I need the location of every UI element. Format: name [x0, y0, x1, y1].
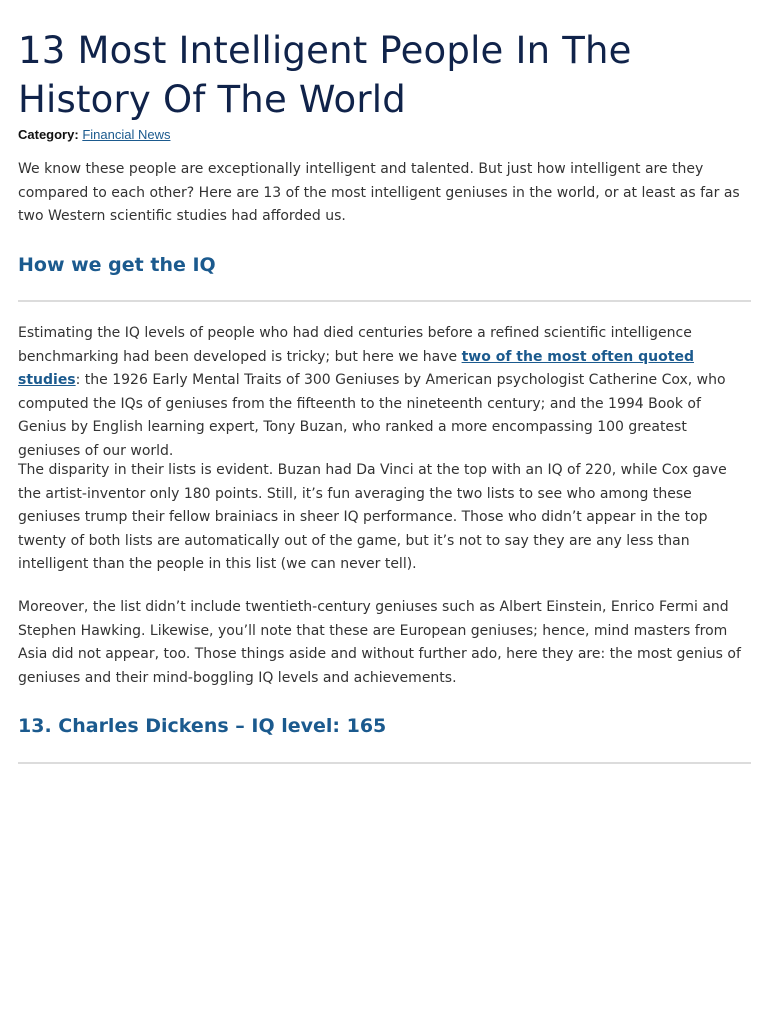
category-link[interactable]: Financial News: [82, 127, 171, 142]
section-heading-charles-dickens: 13. Charles Dickens – IQ level: 165: [18, 715, 387, 737]
page-title: 13 Most Intelligent People In The History Of The World: [18, 29, 632, 121]
category-line: [18, 126, 170, 144]
paragraph-disparity: The disparity in their lists is evident. Buzan had Da Vinci at the top with an IQ of 220, while Cox gave the artist-inventor only 180 points. Still, it’s fun averaging the two lists to see who among these geniuses trump their fellow brainiacs in sheer IQ performance. Those who didn’t appear in the top twenty of both lists are automatically out of the game, but it’s not to say they are any less than intelligent than the people in this list (we can never tell).: [18, 462, 727, 573]
intro-paragraph: We know these people are exceptionally intelligent and talented. But just how intelligent are they compared to each other? Here are 13 of the most intelligent geniuses in the world, or at least as far as two Western scientific studies had afforded us.: [18, 161, 740, 225]
section-divider: [18, 300, 751, 302]
paragraph-moreover: Moreover, the list didn’t include twentieth-century geniuses such as Albert Einstein, Enrico Fermi and Stephen Hawking. Likewise, you’ll note that these are European geniuses; hence, mind masters from Asia did not appear, too. Those things aside and without further ado, here they are: the most genius of geniuses and their mind-boggling IQ levels and achievements.: [18, 599, 741, 686]
category-label: Category:: [18, 127, 79, 142]
paragraph-text: Estimating the IQ levels of people who had died centuries before a refined scientific intelligence benchmarking had been developed is tricky; but here we have: [18, 325, 692, 365]
studies-link[interactable]: two of the most often quoted studies: [18, 348, 694, 389]
paragraph-estimating-iq: [18, 322, 753, 464]
section-heading-how-we-get-iq: How we get the IQ: [18, 254, 216, 276]
paragraph-text: : the 1926 Early Mental Traits of 300 Geniuses by American psychologist Catherine Cox, who computed the IQs of geniuses from the fifteenth to the nineteenth century; and the 1994 Book of Genius by English learning expert, Tony Buzan, who ranked a more encompassing 100 greatest geniuses of our world.: [18, 372, 726, 459]
section-divider: [18, 762, 751, 764]
